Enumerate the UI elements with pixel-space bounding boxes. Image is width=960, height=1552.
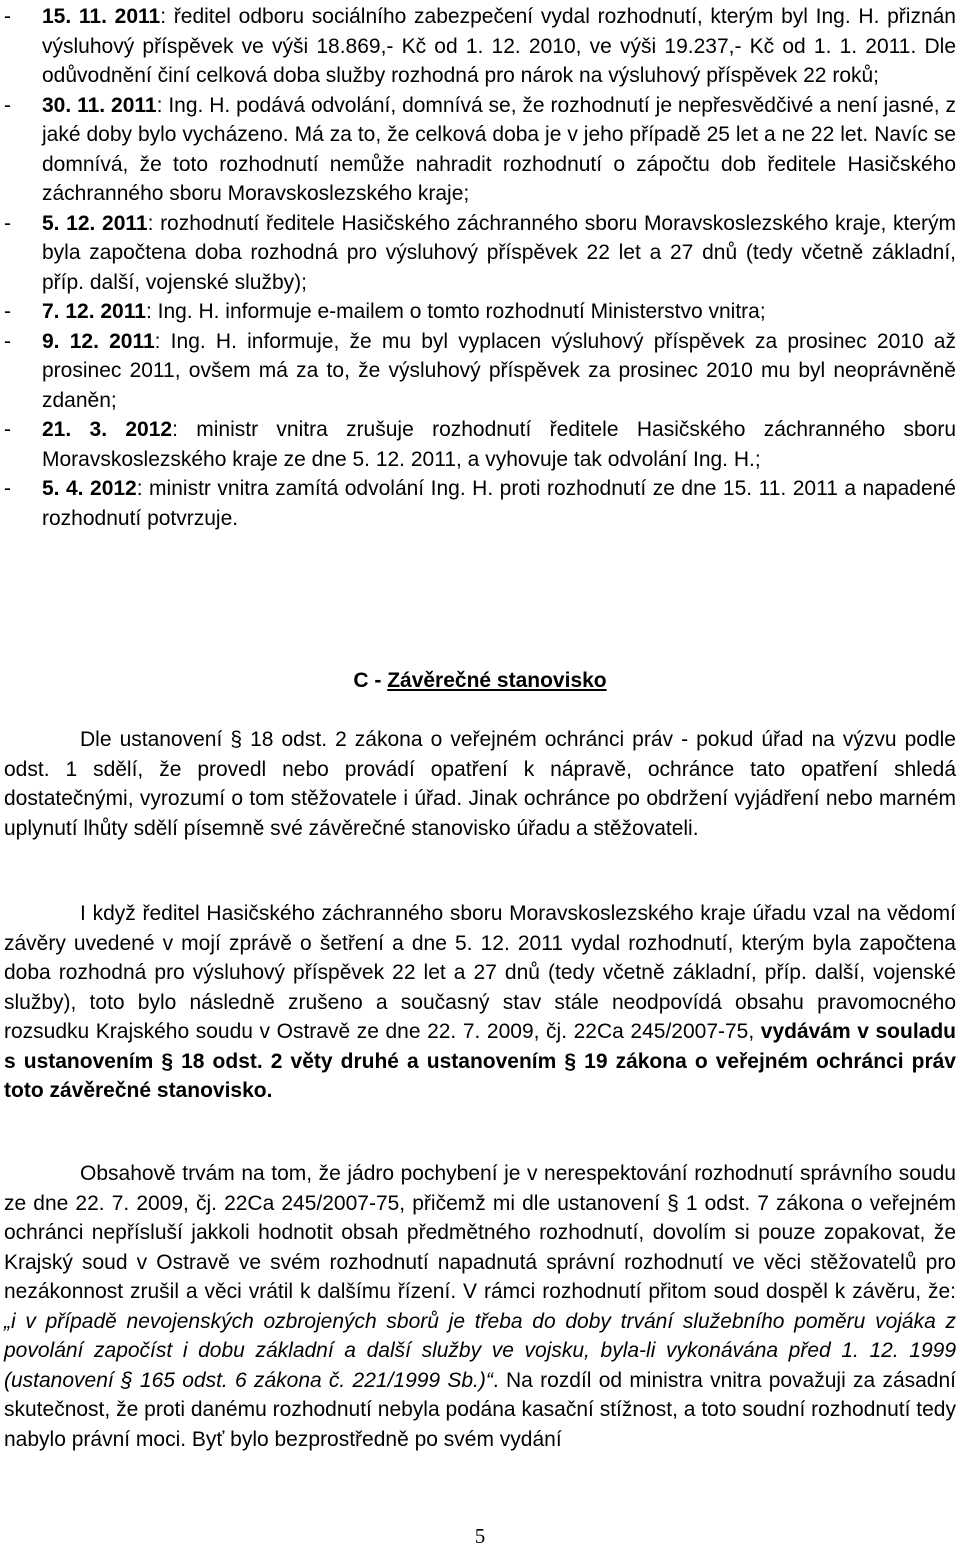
- section-heading: [0, 666, 960, 696]
- court-quote: „i v případě nevojenských ozbrojených sborů je třeba do doby trvání služebního poměru vojáka z povolání započíst i dobu základní a další služby ve vojsku, byla-li vykonávána před 1. 12. 1999 (ustanovení § 165 odst. 6 zákona č. 221/1999 Sb.)“: [4, 1309, 956, 1392]
- timeline-text: : ministr vnitra zrušuje rozhodnutí ředitele Hasičského záchranného sboru Moravskoslezského kraje ze dne 5. 12. 2011, a vyhovuje tak odvolání Ing. H.;: [42, 418, 956, 471]
- timeline-text: : ministr vnitra zamítá odvolání Ing. H. proti rozhodnutí ze dne 15. 11. 2011 a napadené rozhodnutí potvrzuje.: [42, 477, 956, 530]
- timeline-item: [4, 297, 956, 327]
- timeline-date: 7. 12. 2011: [42, 300, 146, 323]
- timeline-list: [4, 2, 956, 533]
- list-dash: -: [4, 93, 11, 117]
- list-dash: -: [4, 418, 11, 441]
- timeline-date: 15. 11. 2011: [42, 5, 161, 28]
- conclusion-text: I když ředitel Hasičského záchranného sboru Moravskoslezského kraje úřadu vzal na vědomí závěry uvedené v mojí zprávě o šetření a dne 5. 12. 2011 vydal rozhodnutí, kterým byla započtena doba rozhodná pro výsluhový příspěvek 22 let a 27 dnů (tedy včetně základní, příp. další, vojenské služby), toto bylo následně zrušeno a současný stav stále neodpovídá obsahu pravomocného rozsudku Krajského soudu v Ostravě ze dne 22. 7. 2009, čj. 22Ca 245/2007-75,: [4, 902, 956, 1043]
- reasoning-text-continued: . Na rozdíl od ministra vnitra považuji za zásadní skutečnost, že proti danému rozhodnutí nebyla podána kasační stížnost, a toto soudní rozhodnutí tedy nabylo právní moci. Byť bylo bezprostředně po svém vydání: [4, 1368, 956, 1451]
- heading-title: Závěrečné stanovisko: [387, 669, 607, 692]
- timeline-text: : Ing. H. informuje e-mailem o tomto rozhodnutí Ministerstvo vnitra;: [145, 300, 766, 323]
- page-number: 5: [474, 1524, 486, 1548]
- timeline-item-body: [42, 474, 956, 533]
- timeline-item-body: [42, 327, 956, 416]
- list-dash: -: [4, 477, 11, 500]
- list-dash: -: [4, 211, 11, 235]
- timeline-text: : rozhodnutí ředitele Hasičského záchranného sboru Moravskoslezského kraje, kterým byla započtena doba rozhodná pro výsluhový příspěvek 22 let a 27 dnů (tedy včetně základní, příp. další, vojenské služby);: [42, 211, 957, 294]
- timeline-item-body: [42, 91, 956, 209]
- timeline-text: : ředitel odboru sociálního zabezpečení vydal rozhodnutí, kterým byl Ing. H. přiznán výsluhový příspěvek ve výši 18.869,- Kč od 1. 12. 2010, ve výši 19.237,- Kč od 1. 1. 2011. Dle odůvodnění činí celková doba služby rozhodná pro nárok na výsluhový příspěvek 22 roků;: [42, 5, 956, 87]
- timeline-item-body: [42, 209, 956, 298]
- timeline-date: 9. 12. 2011: [42, 329, 155, 353]
- paragraph-conclusion: [4, 899, 956, 1106]
- timeline-text: : Ing. H. informuje, že mu byl vyplacen výsluhový příspěvek za prosinec 2010 až prosinec 2011, ovšem má za to, že výsluhový příspěvek za prosinec 2010 mu byl neoprávněně zdaněn;: [42, 329, 956, 412]
- timeline-item-body: [42, 297, 956, 327]
- timeline-item-body: [42, 2, 956, 91]
- heading-prefix: C -: [353, 669, 388, 692]
- paragraph-reasoning: [4, 1159, 956, 1454]
- timeline-item: [4, 209, 956, 298]
- list-dash: -: [4, 329, 11, 353]
- timeline-item: [4, 327, 956, 416]
- timeline-item: [4, 474, 956, 533]
- timeline-date: 5. 12. 2011: [42, 211, 148, 235]
- timeline-item-body: [42, 415, 956, 474]
- timeline-item: [4, 91, 956, 209]
- timeline-date: 30. 11. 2011: [42, 93, 157, 117]
- timeline-date: 5. 4. 2012: [42, 477, 137, 500]
- timeline-date: 21. 3. 2012: [42, 418, 173, 441]
- reasoning-text: Obsahově trvám na tom, že jádro pochybení je v nerespektování rozhodnutí správního soudu ze dne 22. 7. 2009, čj. 22Ca 245/2007-75, přičemž mi dle ustanovení § 1 odst. 7 zákona o veřejném ochránci nepřísluší jakkoli hodnotit obsah předmětného rozhodnutí, dovolím si pouze zopakovat, že Krajský soud v Ostravě ve svém rozhodnutí napadnutá správní rozhodnutí ve věci stěžovatelů pro nezákonnost zrušil a věci vrátil k dalšímu řízení. V rámci rozhodnutí přitom soud dospěl k závěru, že:: [4, 1162, 956, 1303]
- list-dash: -: [4, 300, 11, 323]
- list-dash: -: [4, 5, 11, 28]
- timeline-item: [4, 415, 956, 474]
- conclusion-bold-text: vydávám v souladu s ustanovením § 18 odst. 2 věty druhé a ustanovením § 19 zákona o veřejném ochránci práv toto závěrečné stanovisko.: [4, 1020, 956, 1102]
- timeline-text: : Ing. H. podává odvolání, domnívá se, že rozhodnutí je nepřesvědčivé a není jasné, z jaké doby bylo vycházeno. Má za to, že celková doba je v jeho případě 25 let a ne 22 let. Navíc se domnívá, že toto rozhodnutí nemůže nahradit rozhodnutí o zápočtu dob ředitele Hasičského záchranného sboru Moravskoslezského kraje;: [42, 93, 956, 205]
- paragraph-legal-basis: Dle ustanovení § 18 odst. 2 zákona o veřejném ochránci práv - pokud úřad na výzvu podle odst. 1 sdělí, že provedl nebo provádí opatření k nápravě, ochránce tato opatření shledá dostatečnými, vyrozumí o tom stěžovatele i úřad. Jinak ochránce po obdržení vyjádření nebo marném uplynutí lhůty sdělí písemně své závěrečné stanovisko úřadu a stěžovateli.: [4, 728, 956, 840]
- timeline-item: [4, 2, 956, 91]
